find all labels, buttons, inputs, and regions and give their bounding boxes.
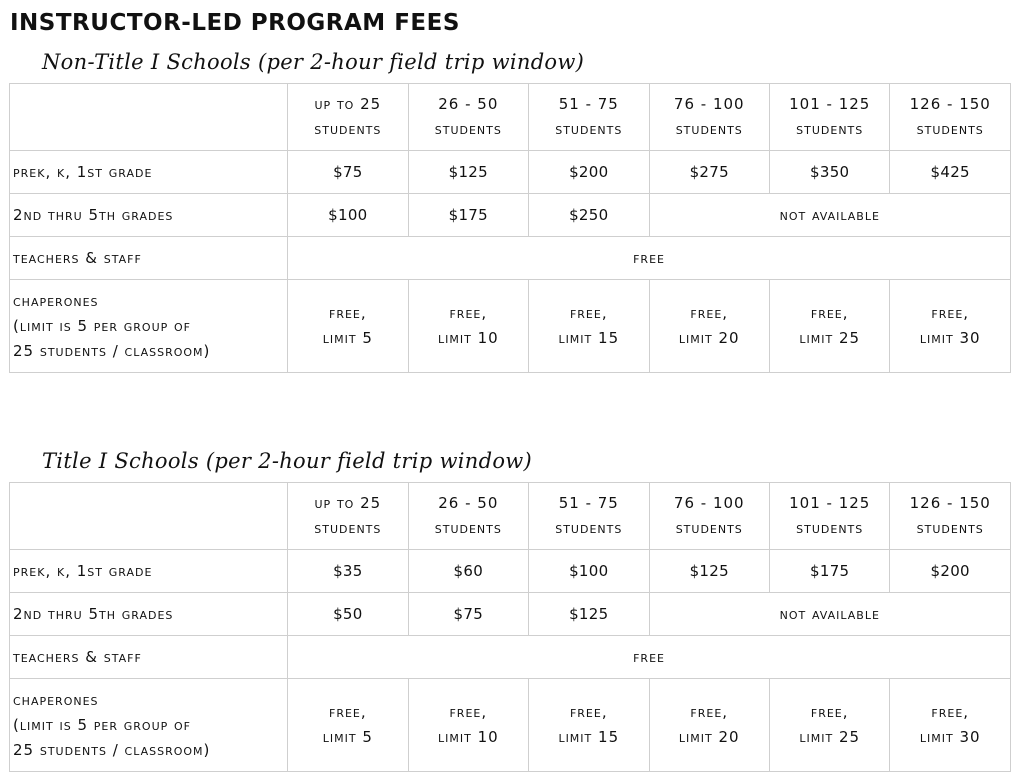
column-header: 76 - 100 students [649,84,769,151]
price-cell: $425 [890,151,1011,194]
price-cell: $35 [288,550,408,593]
row-label: 2nd thru 5th grades [10,194,288,237]
table-row [10,593,1011,636]
table-row [10,679,1011,772]
price-cell: $350 [769,151,889,194]
price-cell: $100 [529,550,649,593]
chaperone-cell: free, limit 5 [288,280,408,373]
price-cell: $100 [288,194,408,237]
chaperone-cell: free, limit 20 [649,679,769,772]
price-cell: $175 [769,550,889,593]
column-header: 26 - 50 students [408,84,528,151]
column-header: up to 25 students [288,483,408,550]
chaperone-cell: free, limit 15 [529,280,649,373]
table-row [10,280,1011,373]
column-header: 126 - 150 students [890,483,1011,550]
fee-table-non-title [9,83,1011,373]
not-available-cell: not available [649,194,1010,237]
table-row [10,237,1011,280]
row-label: chaperones (limit is 5 per group of 25 students / classroom) [10,679,288,772]
column-header: 76 - 100 students [649,483,769,550]
chaperone-cell: free, limit 30 [890,280,1011,373]
free-cell: free [288,237,1011,280]
header-row [10,84,1011,151]
table-row [10,194,1011,237]
chaperone-cell: free, limit 25 [769,280,889,373]
price-cell: $50 [288,593,408,636]
row-label: prek, k, 1st grade [10,550,288,593]
price-cell: $200 [529,151,649,194]
row-label: prek, k, 1st grade [10,151,288,194]
corner-cell [10,483,288,550]
not-available-cell: not available [649,593,1010,636]
price-cell: $125 [529,593,649,636]
corner-cell [10,84,288,151]
column-header: 126 - 150 students [890,84,1011,151]
chaperone-cell: free, limit 20 [649,280,769,373]
fee-table-title [9,482,1011,772]
price-cell: $125 [408,151,528,194]
column-header: 51 - 75 students [529,84,649,151]
free-cell: free [288,636,1011,679]
price-cell: $200 [890,550,1011,593]
table-row [10,151,1011,194]
page-title: INSTRUCTOR-LED PROGRAM FEES [10,10,460,36]
table-row [10,550,1011,593]
chaperone-cell: free, limit 15 [529,679,649,772]
table-row [10,636,1011,679]
column-header: 101 - 125 students [769,84,889,151]
chaperone-cell: free, limit 10 [408,679,528,772]
price-cell: $75 [288,151,408,194]
row-label: teachers & staff [10,237,288,280]
column-header: 26 - 50 students [408,483,528,550]
section-subtitle-non-title: Non-Title I Schools (per 2-hour field trip window) [42,50,585,74]
price-cell: $75 [408,593,528,636]
section-subtitle-title: Title I Schools (per 2-hour field trip window) [42,449,533,473]
row-label: teachers & staff [10,636,288,679]
chaperone-cell: free, limit 25 [769,679,889,772]
column-header: 101 - 125 students [769,483,889,550]
row-label: 2nd thru 5th grades [10,593,288,636]
price-cell: $250 [529,194,649,237]
price-cell: $275 [649,151,769,194]
price-cell: $175 [408,194,528,237]
column-header: up to 25 students [288,84,408,151]
column-header: 51 - 75 students [529,483,649,550]
row-label: chaperones (limit is 5 per group of 25 students / classroom) [10,280,288,373]
header-row [10,483,1011,550]
chaperone-cell: free, limit 10 [408,280,528,373]
chaperone-cell: free, limit 5 [288,679,408,772]
price-cell: $125 [649,550,769,593]
price-cell: $60 [408,550,528,593]
chaperone-cell: free, limit 30 [890,679,1011,772]
